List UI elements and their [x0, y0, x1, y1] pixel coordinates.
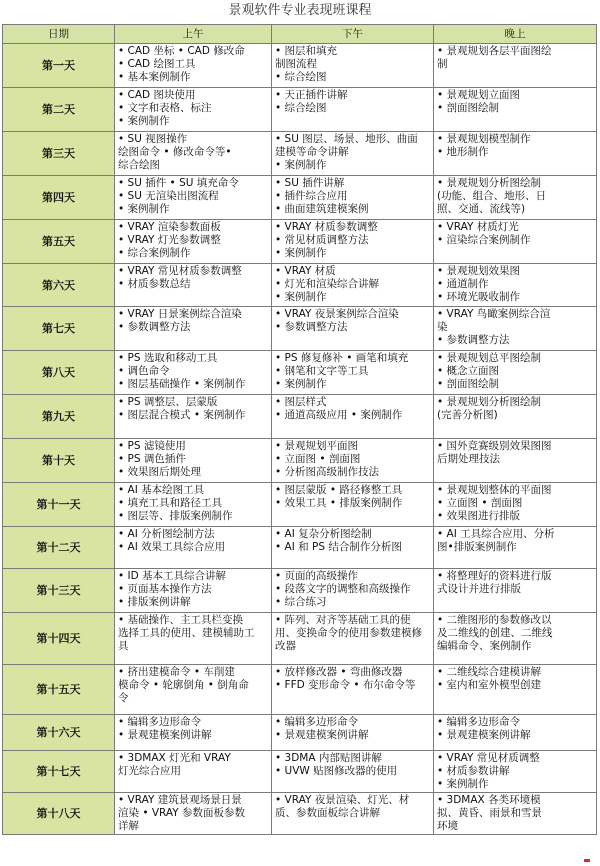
cell-line: 式设计并进行排版 [437, 583, 521, 595]
evening-cell [434, 439, 597, 483]
table-row [3, 44, 597, 88]
morning-cell [115, 220, 272, 264]
cell-line: • PS 调色插件 [118, 453, 186, 465]
cell-line: • VRAY 常见材质调整 [437, 752, 540, 764]
table-row [3, 264, 597, 307]
cell-line: • 编辑多边形命令 [437, 716, 521, 728]
evening-cell [434, 307, 597, 351]
evening-cell [434, 88, 597, 132]
cell-line: • 地形制作 [437, 146, 489, 158]
day-cell: 第二天 [3, 88, 115, 132]
table-row [3, 751, 597, 793]
cell-line: 灯光综合应用 [118, 765, 181, 777]
cell-line: • 渲染综合案例制作 [437, 234, 531, 246]
cell-line: • 案例制作 [275, 378, 327, 390]
cell-line: 质、参数面板综合讲解 [275, 807, 380, 819]
cell-line: • 材质参数总结 [118, 278, 191, 290]
cell-line: • 二维图形的参数修改以 [437, 614, 552, 626]
afternoon-cell [272, 527, 434, 569]
cell-line: • 案例制作 [275, 291, 327, 303]
cell-line: • PS 修复修补 • 画笔和填充 [275, 352, 409, 364]
afternoon-cell [272, 613, 434, 665]
morning-cell [115, 483, 272, 527]
cell-line: • 效果图后期处理 [118, 466, 202, 478]
cell-line: • 页面的高级操作 [275, 570, 359, 582]
morning-cell [115, 665, 272, 715]
cell-line: 渲染 • VRAY 参数面板参数 [118, 807, 246, 819]
cell-line: • FFD 变形命令 • 布尔命令等 [275, 679, 416, 691]
cell-line: • 概念立面图 [437, 365, 500, 377]
cell-line: • VRAY 渲染参数面板 [118, 221, 221, 233]
cell-line: 及二维线的创建、二维线 [437, 627, 553, 639]
cell-line: • VRAY 常见材质参数调整 [118, 265, 242, 277]
cell-line: • VRAY 材质 [275, 265, 336, 277]
evening-cell [434, 132, 597, 176]
day-cell: 第十三天 [3, 569, 115, 613]
cell-line: • 挤出建模命令 • 车削建 [118, 666, 235, 678]
cell-line: • 阵列、对齐等基础工具的使 [275, 614, 411, 626]
cell-line: • 景观规划各层平面图绘 [437, 45, 552, 57]
cell-line: • 立面图 • 剖面图 [437, 497, 523, 509]
evening-cell [434, 264, 597, 307]
cell-line: 编辑命令、案例制作 [437, 640, 532, 652]
cell-line: 染 [437, 321, 448, 333]
cell-line: • 天正插件讲解 [275, 89, 348, 101]
cell-line: • 通道制作 [437, 278, 489, 290]
cell-line: • 国外竞赛级别效果图图 [437, 440, 552, 452]
day-cell: 第三天 [3, 132, 115, 176]
cell-line: • 景观建模案例讲解 [118, 729, 212, 741]
cell-line: 绘图命令 • 修改命令等• [118, 146, 232, 158]
cell-line: • 景观规划模型制作 [437, 133, 531, 145]
table-row [3, 665, 597, 715]
cell-line: • VRAY 灯光参数调整 [118, 234, 221, 246]
header-evening: 晚上 [434, 25, 597, 44]
cell-line: • 综合练习 [275, 596, 327, 608]
cell-line: 环境 [437, 820, 458, 832]
cell-line: • 景观规划总平图绘制 [437, 352, 542, 364]
cell-line: • VRAY 夜景渲染、灯光、材 [275, 794, 410, 806]
day-cell: 第八天 [3, 351, 115, 395]
evening-cell [434, 793, 597, 835]
cell-line: • 综合绘图 [275, 71, 327, 83]
cell-line: • 景观规划平面图 [275, 440, 359, 452]
cell-line: • 图层样式 [275, 396, 327, 408]
day-cell: 第五天 [3, 220, 115, 264]
cell-line: • 文字和表格、标注 [118, 102, 212, 114]
day-cell: 第十一天 [3, 483, 115, 527]
cell-line: • 图层和填充 [275, 45, 338, 57]
table-row [3, 395, 597, 439]
morning-cell [115, 439, 272, 483]
cell-line: • VRAY 鸟瞰案例综合渲 [437, 308, 551, 320]
evening-cell [434, 395, 597, 439]
cell-line: 改器 [275, 640, 296, 652]
header-morning: 上午 [115, 25, 272, 44]
cell-line: • 剖面图绘制 [437, 378, 500, 390]
cell-line: • 参数调整方法 [275, 321, 348, 333]
table-row [3, 307, 597, 351]
cell-line: • 案例制作 [118, 203, 170, 215]
morning-cell [115, 715, 272, 751]
cell-line: • 将整理好的资料进行版 [437, 570, 552, 582]
cell-line: 令 [118, 692, 129, 704]
cell-line: • 景观规划效果图 [437, 265, 521, 277]
table-row [3, 569, 597, 613]
cell-line: • 编辑多边形命令 [275, 716, 359, 728]
table-row [3, 176, 597, 220]
cell-line: 具 [118, 640, 129, 652]
evening-cell [434, 527, 597, 569]
cell-line: • PS 调整层、层蒙版 [118, 396, 218, 408]
cell-line: • 案例制作 [275, 247, 327, 259]
table-row [3, 439, 597, 483]
cell-line: • 3DMA 内部贴图讲解 [275, 752, 382, 764]
day-cell: 第七天 [3, 307, 115, 351]
cell-line: • 3DMAX 各类环境模 [437, 794, 541, 806]
table-row [3, 88, 597, 132]
cell-line: • SU 无渲染出图流程 [118, 190, 219, 202]
cell-line: • 常见材质调整方法 [275, 234, 369, 246]
cell-line: • 分析图高级制作技法 [275, 466, 380, 478]
afternoon-cell [272, 569, 434, 613]
cell-line: 建模等命令讲解 [275, 146, 349, 158]
morning-cell [115, 44, 272, 88]
cell-line: • 案例制作 [437, 778, 489, 790]
afternoon-cell [272, 88, 434, 132]
cell-line: • 案例制作 [275, 159, 327, 171]
cell-line: • CAD 坐标 • CAD 修改命 [118, 45, 245, 57]
afternoon-cell [272, 395, 434, 439]
evening-cell [434, 351, 597, 395]
cell-line: (功能、组合、地形、日 [437, 190, 547, 202]
cell-line: • SU 插件 • SU 填充命令 [118, 177, 239, 189]
morning-cell [115, 793, 272, 835]
morning-cell [115, 395, 272, 439]
afternoon-cell [272, 264, 434, 307]
cell-line: • PS 滤镜使用 [118, 440, 186, 452]
cell-line: • VRAY 日景案例综合渲染 [118, 308, 242, 320]
cell-line: • SU 插件讲解 [275, 177, 345, 189]
afternoon-cell [272, 220, 434, 264]
cell-line: • 参数调整方法 [437, 334, 510, 346]
cell-line: • 页面基本操作方法 [118, 583, 212, 595]
cell-line: • 综合案例制作 [118, 247, 191, 259]
cell-line: • 灯光和渲染综合讲解 [275, 278, 380, 290]
table-row [3, 715, 597, 751]
afternoon-cell [272, 793, 434, 835]
table-row [3, 351, 597, 395]
schedule-body [3, 44, 597, 835]
evening-cell [434, 483, 597, 527]
cell-line: 模命令 • 轮廓倒角 • 倒角命 [118, 679, 249, 691]
cell-line: 照、交通、流线等) [437, 203, 526, 215]
cell-line: • 景观规划分析图绘制 [437, 396, 542, 408]
cell-line: • 案例制作 [118, 115, 170, 127]
afternoon-cell [272, 751, 434, 793]
evening-cell [434, 44, 597, 88]
day-cell: 第十五天 [3, 665, 115, 715]
evening-cell [434, 715, 597, 751]
morning-cell [115, 176, 272, 220]
cell-line: • 通道高级应用 • 案例制作 [275, 409, 403, 421]
morning-cell [115, 264, 272, 307]
page-title: 景观软件专业表现班课程 [228, 3, 372, 18]
afternoon-cell [272, 665, 434, 715]
cell-line: • AI 复杂分析图绘制 [275, 528, 372, 540]
cell-line: • SU 视图操作 [118, 133, 188, 145]
header-afternoon: 下午 [272, 25, 434, 44]
cell-line: 后期处理技法 [437, 453, 500, 465]
day-cell: 第四天 [3, 176, 115, 220]
cell-line: • ID 基本工具综合讲解 [118, 570, 227, 582]
table-row [3, 132, 597, 176]
day-cell: 第六天 [3, 264, 115, 307]
evening-cell [434, 665, 597, 715]
cell-line: • VRAY 材质参数调整 [275, 221, 378, 233]
cell-line: • 立面图 • 剖面图 [275, 453, 361, 465]
cell-line: • 景观规划分析图绘制 [437, 177, 542, 189]
cell-line: (完善分析图) [437, 409, 498, 421]
day-cell: 第十二天 [3, 527, 115, 569]
afternoon-cell [272, 439, 434, 483]
morning-cell [115, 527, 272, 569]
cell-line: • 放样修改器 • 弯曲修改器 [275, 666, 403, 678]
day-cell: 第十七天 [3, 751, 115, 793]
cell-line: • AI 工具综合应用、分析 [437, 528, 555, 540]
cell-line: • 景观建模案例讲解 [275, 729, 369, 741]
cell-line: • 景观建模案例讲解 [437, 729, 531, 741]
day-cell: 第一天 [3, 44, 115, 88]
day-cell: 第十八天 [3, 793, 115, 835]
cell-line: • 图层混合模式 • 案例制作 [118, 409, 246, 421]
cell-line: 选择工具的使用、建模辅助工 [118, 627, 255, 639]
cell-line: 制图流程 [275, 58, 317, 70]
cell-line: • 图层等、排版案例制作 [118, 510, 233, 522]
afternoon-cell [272, 715, 434, 751]
cell-line: • 编辑多边形命令 [118, 716, 202, 728]
cell-line: • AI 和 PS 结合制作分析图 [275, 541, 402, 553]
cell-line: • AI 效果工具综合应用 [118, 541, 226, 553]
cell-line: • 调色命令 [118, 365, 170, 377]
cell-line: • 景观规划立面图 [437, 89, 521, 101]
evening-cell [434, 220, 597, 264]
evening-cell [434, 613, 597, 665]
cell-line: • 3DMAX 灯光和 VRAY [118, 752, 231, 764]
afternoon-cell [272, 307, 434, 351]
cell-line: • 材质参数讲解 [437, 765, 510, 777]
cell-line: • 钢笔和文字等工具 [275, 365, 369, 377]
table-row [3, 793, 597, 835]
cell-line: 用、变换命令的使用参数建模修 [275, 627, 422, 639]
cell-line: • VRAY 材质灯光 [437, 221, 519, 233]
afternoon-cell [272, 44, 434, 88]
cell-line: 拟、黄昏、雨景和雪景 [437, 807, 542, 819]
afternoon-cell [272, 483, 434, 527]
cell-line: • VRAY 建筑景观场景日景 [118, 794, 242, 806]
corner-mark [584, 859, 590, 862]
cell-line: • AI 基本绘图工具 [118, 484, 205, 496]
afternoon-cell [272, 176, 434, 220]
cell-line: 综合绘图 [118, 159, 160, 171]
cell-line: • 效果工具 • 排版案例制作 [275, 497, 403, 509]
afternoon-cell [272, 351, 434, 395]
morning-cell [115, 569, 272, 613]
cell-line: • 段落文字的调整和高级操作 [275, 583, 411, 595]
cell-line: • 基础操作、主工具栏变换 [118, 614, 244, 626]
cell-line: • 剖面图绘制 [437, 102, 500, 114]
cell-line: • VRAY 夜景案例综合渲染 [275, 308, 399, 320]
cell-line: • 景观规划整体的平面图 [437, 484, 552, 496]
day-cell: 第十天 [3, 439, 115, 483]
cell-line: • 图层基础操作 • 案例制作 [118, 378, 246, 390]
cell-line: • 环境光吸收制作 [437, 291, 521, 303]
afternoon-cell [272, 132, 434, 176]
cell-line: • 填充工具和路径工具 [118, 497, 223, 509]
cell-line: • SU 图层、场景、地形、曲面 [275, 133, 418, 145]
cell-line: 图•排版案例制作 [437, 541, 517, 553]
cell-line: • AI 分析图绘制方法 [118, 528, 215, 540]
cell-line: • 基本案例制作 [118, 71, 191, 83]
table-row [3, 527, 597, 569]
table-row [3, 220, 597, 264]
header-row [3, 25, 597, 44]
cell-line: 制 [437, 58, 448, 70]
day-cell: 第十六天 [3, 715, 115, 751]
morning-cell [115, 613, 272, 665]
evening-cell [434, 569, 597, 613]
morning-cell [115, 751, 272, 793]
table-row [3, 483, 597, 527]
cell-line: • 综合绘图 [275, 102, 327, 114]
cell-line: • 曲面建筑建模案例 [275, 203, 369, 215]
day-cell: 第十四天 [3, 613, 115, 665]
cell-line: • CAD 绘图工具 [118, 58, 196, 70]
cell-line: • 图层蒙版 • 路径修整工具 [275, 484, 403, 496]
cell-line: • 排版案例讲解 [118, 596, 191, 608]
schedule-table [2, 24, 597, 835]
evening-cell [434, 176, 597, 220]
evening-cell [434, 751, 597, 793]
header-date: 日期 [3, 25, 115, 44]
cell-line: 详解 [118, 820, 139, 832]
cell-line: • 参数调整方法 [118, 321, 191, 333]
cell-line: • 插件综合应用 [275, 190, 348, 202]
table-row [3, 613, 597, 665]
cell-line: • 室内和室外模型创建 [437, 679, 542, 691]
morning-cell [115, 351, 272, 395]
morning-cell [115, 88, 272, 132]
day-cell: 第九天 [3, 395, 115, 439]
cell-line: • UVW 贴图修改器的使用 [275, 765, 398, 777]
cell-line: • 二维线综合建模讲解 [437, 666, 542, 678]
morning-cell [115, 132, 272, 176]
cell-line: • 效果图进行排版 [437, 510, 521, 522]
cell-line: • CAD 图块使用 [118, 89, 196, 101]
cell-line: • PS 选取和移动工具 [118, 352, 218, 364]
morning-cell [115, 307, 272, 351]
